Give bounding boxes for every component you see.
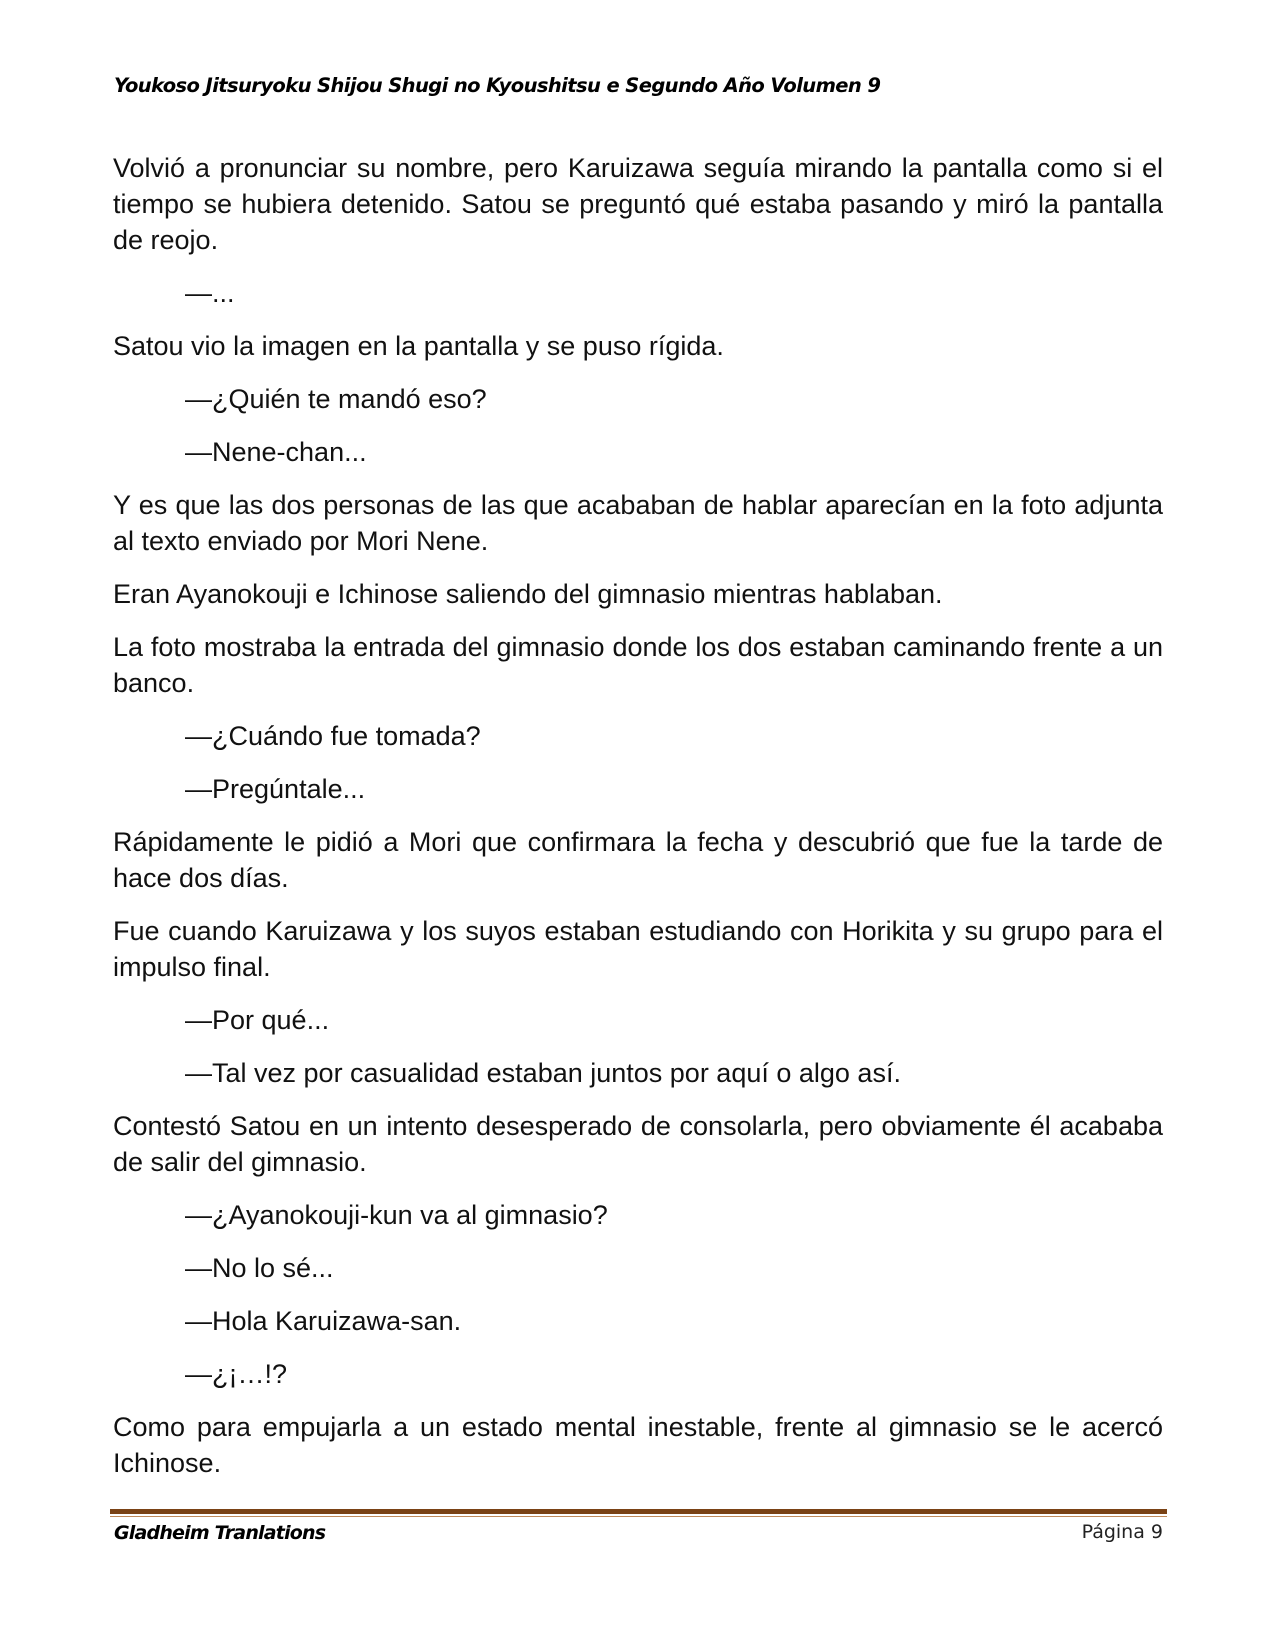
footer-credit: Gladheim Tranlations bbox=[114, 1522, 326, 1544]
dialogue-line: —Tal vez por casualidad estaban juntos por aquí o algo así. bbox=[185, 1058, 901, 1088]
page-body bbox=[113, 150, 1163, 1498]
paragraph: Fue cuando Karuizawa y los suyos estaban estudiando con Horikita y su grupo para el impulso final. bbox=[113, 916, 1163, 982]
dialogue-line: —¿Cuándo fue tomada? bbox=[185, 721, 481, 751]
running-header: Youkoso Jitsuryoku Shijou Shugi no Kyoushitsu e Segundo Año Volumen 9 bbox=[114, 74, 881, 97]
paragraph: La foto mostraba la entrada del gimnasio donde los dos estaban caminando frente a un banco. bbox=[113, 632, 1163, 698]
paragraph: Eran Ayanokouji e Ichinose saliendo del gimnasio mientras hablaban. bbox=[113, 579, 943, 609]
paragraph: Y es que las dos personas de las que acababan de hablar aparecían en la foto adjunta al texto enviado por Mori Nene. bbox=[113, 490, 1163, 556]
paragraph: Volvió a pronunciar su nombre, pero Karuizawa seguía mirando la pantalla como si el tiempo se hubiera detenido. Satou se preguntó qué estaba pasando y miró la pantalla de reojo. bbox=[113, 153, 1163, 255]
paragraph: Contestó Satou en un intento desesperado de consolarla, pero obviamente él acababa de salir del gimnasio. bbox=[113, 1111, 1163, 1177]
dialogue-line: —... bbox=[185, 278, 235, 308]
dialogue-line: —¿¡…!? bbox=[185, 1359, 288, 1389]
paragraph: Rápidamente le pidió a Mori que confirmara la fecha y descubrió que fue la tarde de hace dos días. bbox=[113, 827, 1163, 893]
paragraph: Satou vio la imagen en la pantalla y se puso rígida. bbox=[113, 331, 724, 361]
dialogue-line: —No lo sé... bbox=[185, 1253, 334, 1283]
dialogue-line: —Por qué... bbox=[185, 1005, 330, 1035]
footer-rule-thin bbox=[110, 1516, 1167, 1517]
paragraph: Como para empujarla a un estado mental inestable, frente al gimnasio se le acercó Ichinose. bbox=[113, 1412, 1163, 1478]
dialogue-line: —¿Ayanokouji-kun va al gimnasio? bbox=[185, 1200, 608, 1230]
dialogue-line: —Pregúntale... bbox=[185, 774, 366, 804]
dialogue-line: —Hola Karuizawa-san. bbox=[185, 1306, 462, 1336]
dialogue-line: —Nene-chan... bbox=[185, 437, 367, 467]
dialogue-line: —¿Quién te mandó eso? bbox=[185, 384, 487, 414]
footer-rule bbox=[110, 1509, 1167, 1517]
page-number: Página 9 bbox=[1081, 1521, 1163, 1543]
